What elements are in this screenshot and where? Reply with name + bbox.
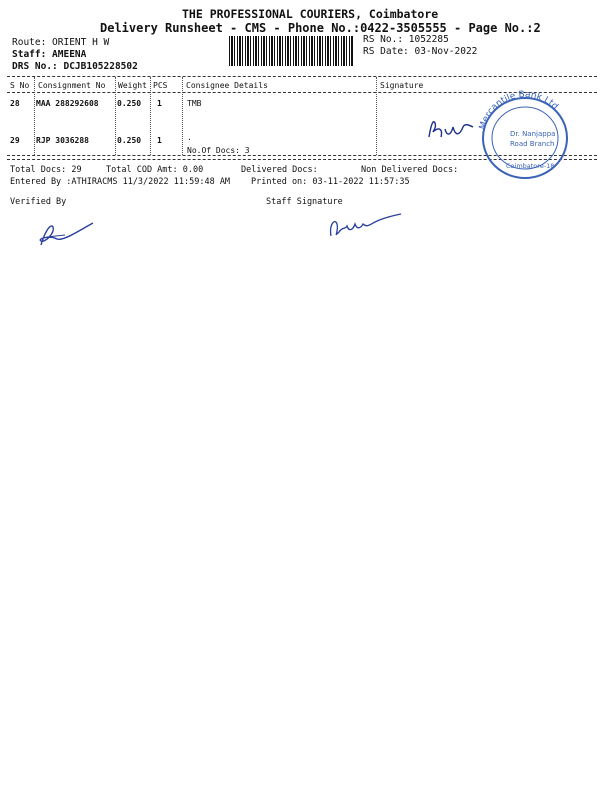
row-weight: 0.250 bbox=[117, 99, 142, 108]
col-divider bbox=[34, 77, 35, 155]
stamp-text: Mercantile Bank Ltd bbox=[477, 89, 560, 131]
runsheet-title: Delivery Runsheet - CMS - Phone No.:0422-3505555 - Page No.:2 bbox=[100, 21, 541, 35]
row-weight: 0.250 bbox=[117, 136, 142, 145]
col-header-consignment: Consignment No bbox=[38, 81, 106, 90]
bank-stamp bbox=[470, 88, 580, 188]
row-sno: 29 bbox=[10, 136, 20, 145]
barcode bbox=[229, 36, 354, 66]
row-details: . bbox=[187, 133, 192, 142]
row-pcs: 1 bbox=[157, 99, 162, 108]
col-header-sno: S No bbox=[10, 81, 30, 90]
printed-on: Printed on: 03-11-2022 11:57:35 bbox=[251, 177, 410, 187]
row-details: TMB bbox=[187, 99, 202, 108]
stamp-line2: Road Branch bbox=[510, 140, 555, 148]
rs-number: RS No.: 1052285 bbox=[363, 34, 449, 45]
delivered-docs: Delivered Docs: bbox=[241, 165, 318, 175]
staff-signature bbox=[325, 210, 405, 245]
col-header-signature: Signature bbox=[380, 81, 424, 90]
col-header-weight: Weight bbox=[118, 81, 147, 90]
entered-by: Entered By :ATHIRACMS 11/3/2022 11:59:48 AM bbox=[10, 177, 231, 187]
row-consignment: MAA 288292608 bbox=[36, 99, 99, 108]
staff-label: Staff: AMEENA bbox=[12, 49, 87, 60]
total-docs: Total Docs: 29 bbox=[10, 165, 82, 175]
col-header-consignee: Consignee Details bbox=[186, 81, 268, 90]
verified-by: Verified By bbox=[10, 197, 67, 207]
row-sno: 28 bbox=[10, 99, 20, 108]
col-header-pcs: PCS bbox=[153, 81, 168, 90]
staff-signature-label: Staff Signature bbox=[266, 197, 343, 207]
row-docs: No.Of Docs: 3 bbox=[187, 146, 250, 155]
route-label: Route: ORIENT H W bbox=[12, 37, 110, 48]
total-cod: Total COD Amt: 0.00 bbox=[106, 165, 204, 175]
col-divider bbox=[376, 77, 377, 155]
drs-number: DRS No.: DCJB105228502 bbox=[12, 61, 138, 72]
stamp-line1: Dr. Nanjappa bbox=[510, 130, 556, 138]
stamp-city: Coimbatore-18 bbox=[506, 162, 555, 170]
non-delivered-docs: Non Delivered Docs: bbox=[361, 165, 459, 175]
company-title: THE PROFESSIONAL COURIERS, Coimbatore bbox=[182, 7, 439, 21]
verifier-signature bbox=[35, 213, 105, 253]
col-divider bbox=[182, 77, 183, 155]
col-divider bbox=[115, 77, 116, 155]
row-consignment: RJP 3036288 bbox=[36, 136, 89, 145]
col-divider bbox=[150, 77, 151, 155]
row-pcs: 1 bbox=[157, 136, 162, 145]
table-top-rule bbox=[7, 76, 597, 77]
rs-date: RS Date: 03-Nov-2022 bbox=[363, 46, 478, 57]
